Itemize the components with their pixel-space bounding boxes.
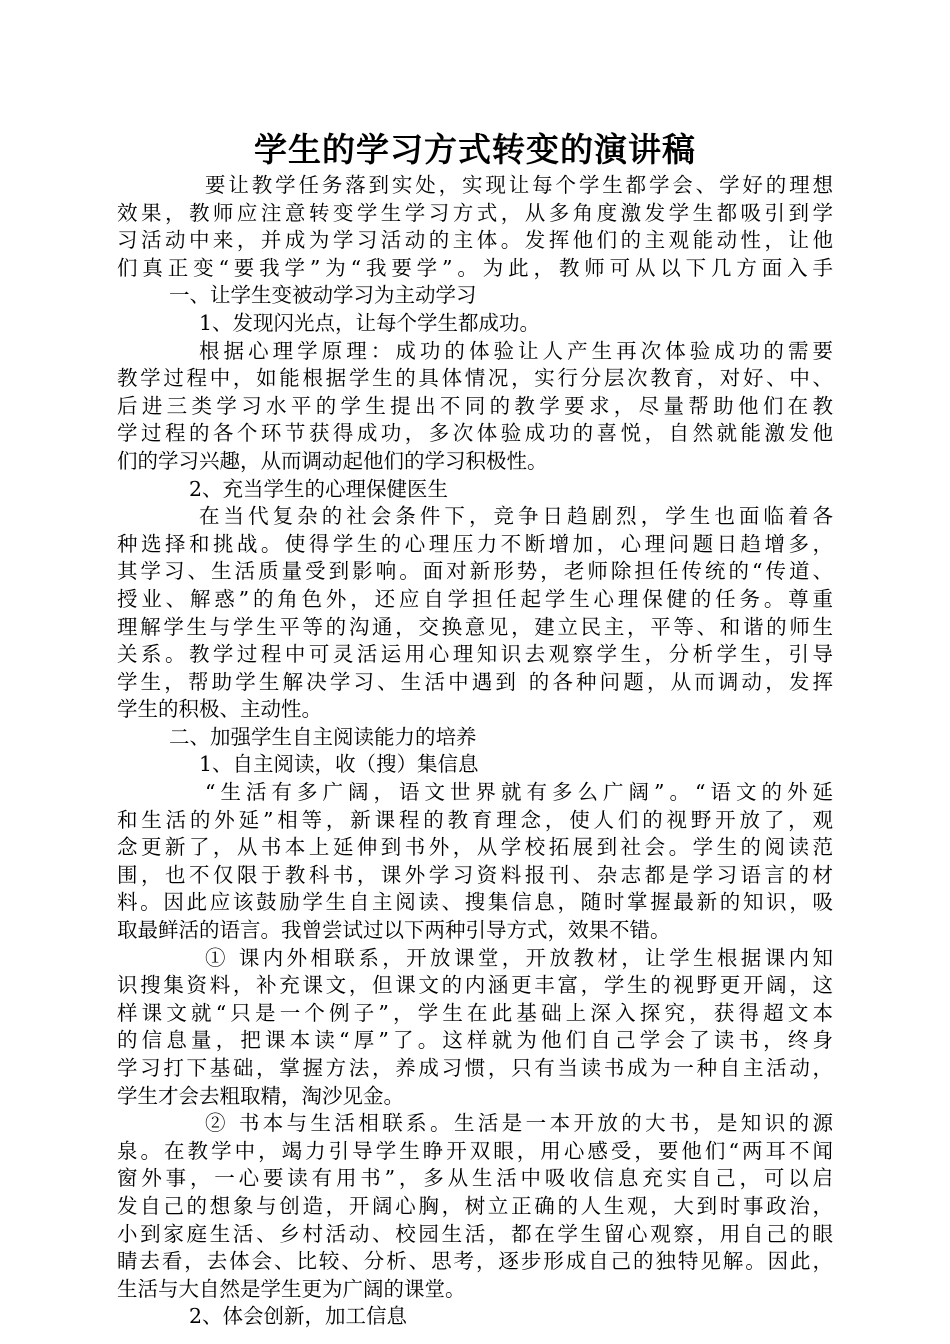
text-line: 识搜集资料，补充课文，但课文的内涵更丰富，学生的视野更开阔，这: [117, 973, 833, 998]
text-line: 睛去看，去体会、比较、分析、思考，逐步形成自己的独特见解。因此，: [117, 1249, 833, 1274]
text-line: 小到家庭生活、乡村活动、校园生活，都在学生留心观察，用自己的眼: [117, 1221, 833, 1246]
text-line: 根据心理学原理：成功的体验让人产生再次体验成功的需要: [199, 338, 833, 363]
text-line: 在当代复杂的社会条件下，竞争日趋剧烈，学生也面临着各: [199, 504, 833, 529]
text-line: 效果，教师应注意转变学生学习方式，从多角度激发学生都吸引到学: [117, 200, 833, 225]
text-line: 的信息量，把课本读“厚”了。这样就为他们自己学会了读书，终身: [117, 1028, 833, 1053]
text-line: 2、体会创新，加工信息: [189, 1304, 408, 1329]
text-line: 1、发现闪光点，让每个学生都成功。: [199, 310, 541, 335]
text-line: 其学习、生活质量受到影响。面对新形势，老师除担任传统的“传道、: [117, 559, 833, 584]
text-line: “生活有多广阔，语文世界就有多么广阔”。“语文的外延: [205, 780, 833, 805]
text-line: 授业、解惑”的角色外，还应自学担任起学生心理保健的任务。尊重: [117, 586, 833, 611]
text-line: 2、充当学生的心理保健医生: [189, 476, 449, 501]
text-line: 1、自主阅读，收（搜）集信息: [199, 752, 479, 777]
text-line: 学生的积极、主动性。: [117, 697, 322, 722]
document-title: 学生的学习方式转变的演讲稿: [254, 130, 696, 169]
text-line: 关系。教学过程中可灵活运用心理知识去观察学生，分析学生，引导: [117, 642, 833, 667]
text-line: 和生活的外延”相等，新课程的教育理念，使人们的视野开放了，观: [117, 807, 833, 832]
text-line: 取最鲜活的语言。我曾尝试过以下两种引导方式，效果不错。: [117, 918, 671, 943]
text-line: 理解学生与学生平等的沟通，交换意见，建立民主，平等、和谐的师生: [117, 614, 833, 639]
text-line: 窗外事，一心要读有用书”，多从生活中吸收信息充实自己，可以启: [117, 1166, 833, 1191]
text-line: 围，也不仅限于教科书，课外学习资料报刊、杂志都是学习语言的材: [117, 862, 833, 887]
text-line: 一、让学生变被动学习为主动学习: [169, 283, 477, 308]
text-line: 们的学习兴趣，从而调动起他们的学习积极性。: [117, 448, 548, 473]
text-line: 样课文就“只是一个例子”，学生在此基础上深入探究，获得超文本: [117, 1000, 833, 1025]
text-line: 念更新了，从书本上延伸到书外，从学校拓展到社会。学生的阅读范: [117, 835, 833, 860]
text-line: 二、加强学生自主阅读能力的培养: [169, 724, 477, 749]
text-line: 发自己的想象与创造，开阔心胸，树立正确的人生观，大到时事政治，: [117, 1193, 833, 1218]
text-line: 学习打下基础，掌握方法，养成习惯，只有当读书成为一种自主活动，: [117, 1056, 833, 1080]
document-body: [117, 172, 833, 1331]
text-line: 学生，帮助学生解决学习、生活中遇到 的各种问题，从而调动，发挥: [117, 669, 833, 694]
text-line: ① 课内外相联系，开放课堂，开放教材，让学生根据课内知: [205, 945, 833, 970]
text-line: 泉。在教学中，竭力引导学生睁开双眼，用心感受，要他们“两耳不闻: [117, 1138, 833, 1163]
text-line: 学过程的各个环节获得成功，多次体验成功的喜悦，自然就能激发他: [117, 421, 833, 446]
text-line: 料。因此应该鼓励学生自主阅读、搜集信息，随时掌握最新的知识，吸: [117, 890, 833, 915]
text-line: ② 书本与生活相联系。生活是一本开放的大书，是知识的源: [205, 1111, 833, 1136]
text-line: 生活与大自然是学生更为广阔的课堂。: [117, 1276, 466, 1301]
text-line: 习活动中来，并成为学习活动的主体。发挥他们的主观能动性，让他: [117, 228, 833, 253]
text-line: 教学过程中，如能根据学生的具体情况，实行分层次教育，对好、中、: [117, 366, 833, 391]
text-line: 后进三类学习水平的学生提出不同的教学要求，尽量帮助他们在教: [117, 393, 833, 418]
text-line: 们真正变“要我学”为“我要学”。为此，教师可从以下几方面入手: [117, 255, 833, 280]
text-line: 学生才会去粗取精，淘沙见金。: [117, 1083, 404, 1108]
text-line: 要让教学任务落到实处，实现让每个学生都学会、学好的理想: [205, 173, 833, 197]
text-line: 种选择和挑战。使得学生的心理压力不断增加，心理问题日趋增多，: [117, 531, 833, 556]
